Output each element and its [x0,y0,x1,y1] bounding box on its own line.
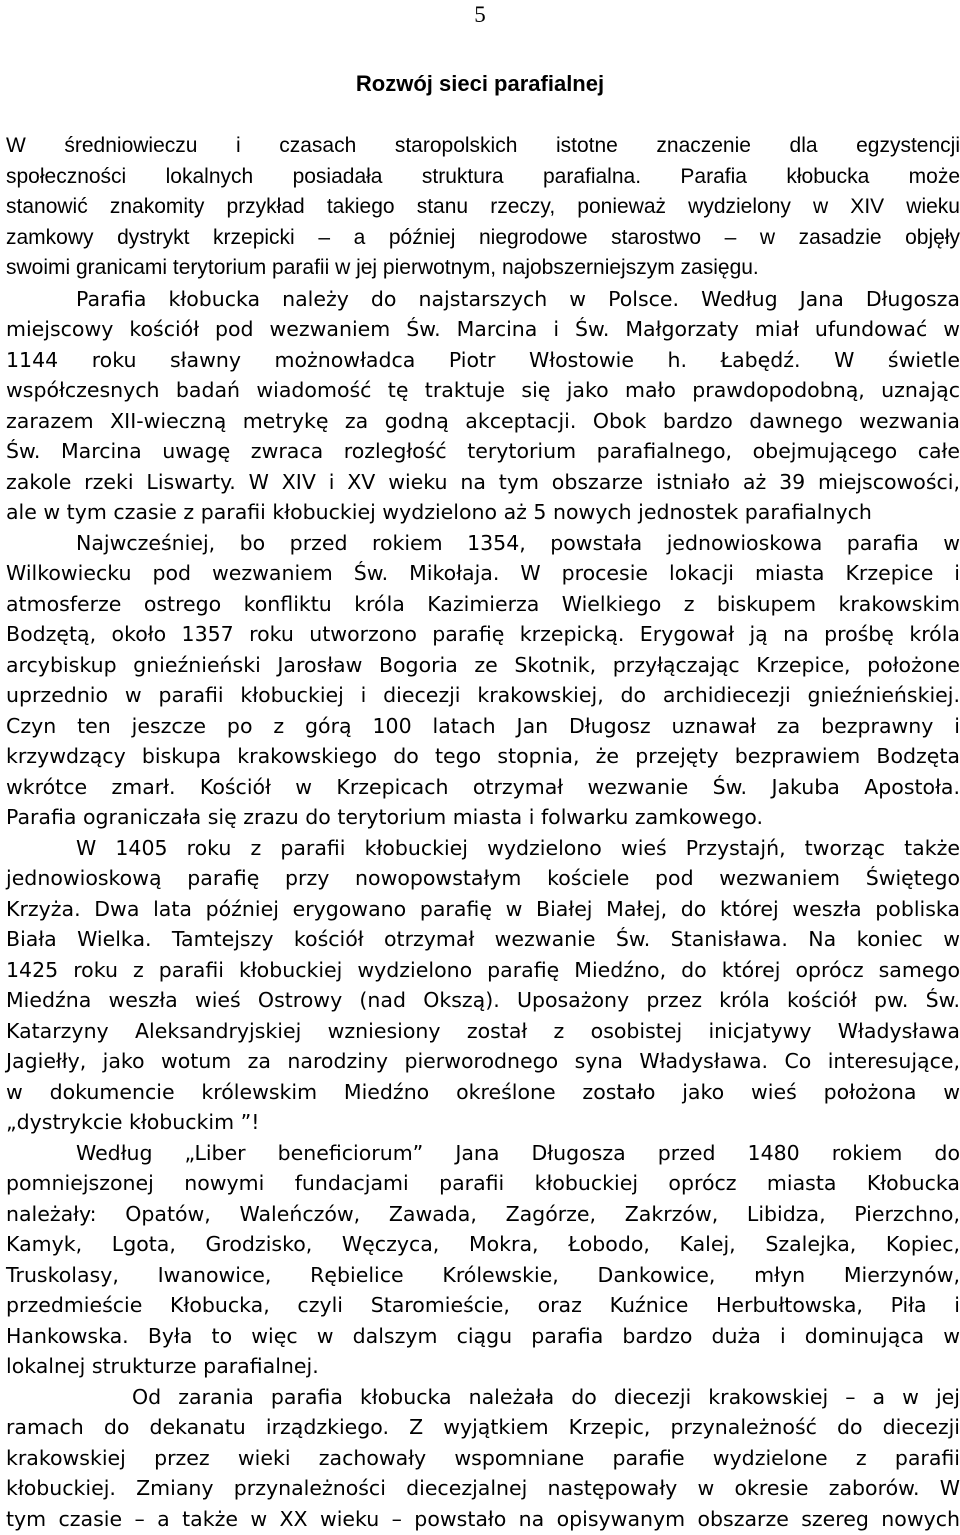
body-text [6,131,960,1534]
text-line: współczesnych badań wiadomość tę traktuje się jako mało prawdopodobną, uznając [6,378,960,402]
text-line: krzywdzący biskupa krakowskiego do tego stopnia, że przejęty bezprawiem Bodzęta [6,744,960,768]
text-line: Hankowska. Była to więc w dalszym ciągu parafia bardzo duża i dominująca w [6,1323,960,1348]
text-line: 1425 roku z parafii kłobuckiej wydzielono parafię Miedźno, do której oprócz samego [6,957,960,982]
text-line: lokalnej strukturze parafialnej. [6,1354,319,1378]
text-line: Krzyża. Dwa lata później erygowano parafię w Białej Małej, do której weszła pobliska [6,896,960,921]
text-line: W średniowieczu i czasach staropolskich istotne znaczenie dla egzystencji [6,134,960,157]
text-line: Miedźna weszła wieś Ostrowy (nad Okszą). Uposażony przez króla kościół pw. Św. [6,988,960,1012]
text-line: kłobuckiej. Zmiany przynależności diecezjalnej następowały w okresie zaborów. W [6,1476,960,1500]
text-line: Według „Liber beneficiorum” Jana Długosza przed 1480 rokiem do [76,1140,960,1165]
text-line: Truskolasy, Iwanowice, Rębielice Królewskie, Dankowice, młyn Mierzynów, [6,1262,960,1287]
text-line: pomniejszonej nowymi fundacjami parafii kłobuckiej oprócz miasta Kłobucka [6,1171,960,1195]
text-line: Parafia ograniczała się zrazu do terytorium miasta i folwarku zamkowego. [6,805,763,829]
text-line: Od zarania parafia kłobucka należała do diecezji krakowskiej – a w jej [132,1384,960,1409]
text-line: krakowskiej przez wieki zachowały wspomniane parafie wydzielone z parafii [6,1445,960,1470]
text-line: Kamyk, Lgota, Grodzisko, Węczyca, Mokra, Łobodo, Kalej, Szalejka, Kopiec, [6,1232,960,1256]
text-line: społeczności lokalnych posiadała struktura parafialna. Parafia kłobucka może [6,164,960,188]
text-line: Św. Marcina uwagę zwraca rozległość terytorium parafialnego, obejmującego całe [6,439,960,463]
text-line: zamkowy dystrykt krzepicki – a później niegrodowe starostwo – w zasadzie objęły [6,225,960,249]
text-line: Biała Wielka. Tamtejszy kościół otrzymał wezwanie Św. Stanisława. Na koniec w [6,927,960,951]
text-line: zakole rzeki Liswarty. W XIV i XV wieku na tym obszarze istniało aż 39 miejscowości, [6,469,960,494]
text-line: przedmieście Kłobucka, czyli Staromieście, oraz Kuźnice Herbułtowska, Piła i [6,1293,960,1317]
text-line: Jagiełły, jako wotum za narodziny pierworodnego syna Władysława. Co interesujące, [6,1049,960,1073]
text-line: W 1405 roku z parafii kłobuckiej wydzielono wieś Przystajń, tworząc także [76,835,960,860]
text-line: stanowić znakomity przykład takiego stanu rzeczy, ponieważ wydzielony w XIV wieku [6,195,960,218]
text-line: należały: Opatów, Waleńczów, Zawada, Zagórze, Zakrzów, Libidza, Pierzchno, [6,1201,960,1226]
text-line: zarazem XII-wieczną metrykę za godną akceptacji. Obok bardzo dawnego wezwania [6,408,960,433]
text-line: ramach do dekanatu irządzkiego. Z wyjątkiem Krzepic, przynależność do diecezji [6,1415,960,1439]
text-line: Parafia kłobucka należy do najstarszych w Polsce. Według Jana Długosza [76,286,960,311]
text-line: tym czasie – a także w XX wieku – powstało na opisywanym obszarze szereg nowych [6,1506,960,1531]
text-line: Katarzyny Aleksandryjskiej wzniesiony został z osobistej inicjatywy Władysława [6,1018,960,1043]
text-line: atmosferze ostrego konfliktu króla Kazimierza Wielkiego z biskupem krakowskim [6,591,960,616]
text-line: swoimi granicami terytorium parafii w jej pierwotnym, najobszerniejszym zasięgu. [6,256,759,279]
text-line: wkrótce zmarł. Kościół w Krzepicach otrzymał wezwanie Św. Jakuba Apostoła. [6,774,960,799]
text-line: Bodzętą, około 1357 roku utworzono parafię krzepicką. Erygował ją na prośbę króla [6,622,960,646]
text-line: ale w tym czasie z parafii kłobuckiej wydzielono aż 5 nowych jednostek parafialnych [6,500,872,524]
text-line: miejscowy kościół pod wezwaniem Św. Marcina i Św. Małgorzaty miał ufundować w [6,317,960,341]
text-line: Najwcześniej, bo przed rokiem 1354, powstała jednowioskowa parafia w [76,530,960,555]
text-line: „dystrykcie kłobuckim ”! [6,1110,260,1134]
text-line: Czyn ten jeszcze po z górą 100 latach Jan Długosz uznawał za bezprawny i [6,713,960,738]
text-line: arcybiskup gnieźnieński Jarosław Bogoria ze Skotnik, przyłączając Krzepice, położone [6,652,960,677]
text-line: jednowioskową parafię przy nowopowstałym kościele pod wezwaniem Świętego [6,866,960,890]
text-line: Wilkowiecku pod wezwaniem Św. Mikołaja. W procesie lokacji miasta Krzepice i [6,561,960,585]
text-line: uprzednio w parafii kłobuckiej i diecezji krakowskiej, do archidiecezji gnieźnieńskiej. [6,683,960,707]
section-title: Rozwój sieci parafialnej [355,71,605,96]
text-line: w dokumencie królewskim Miedźno określone zostało jako wieś położona w [6,1079,960,1104]
text-line: 1144 roku sławny możnowładca Piotr Włostowie h. Łabędź. W świetle [6,347,960,372]
page-number: 5 [474,2,486,27]
